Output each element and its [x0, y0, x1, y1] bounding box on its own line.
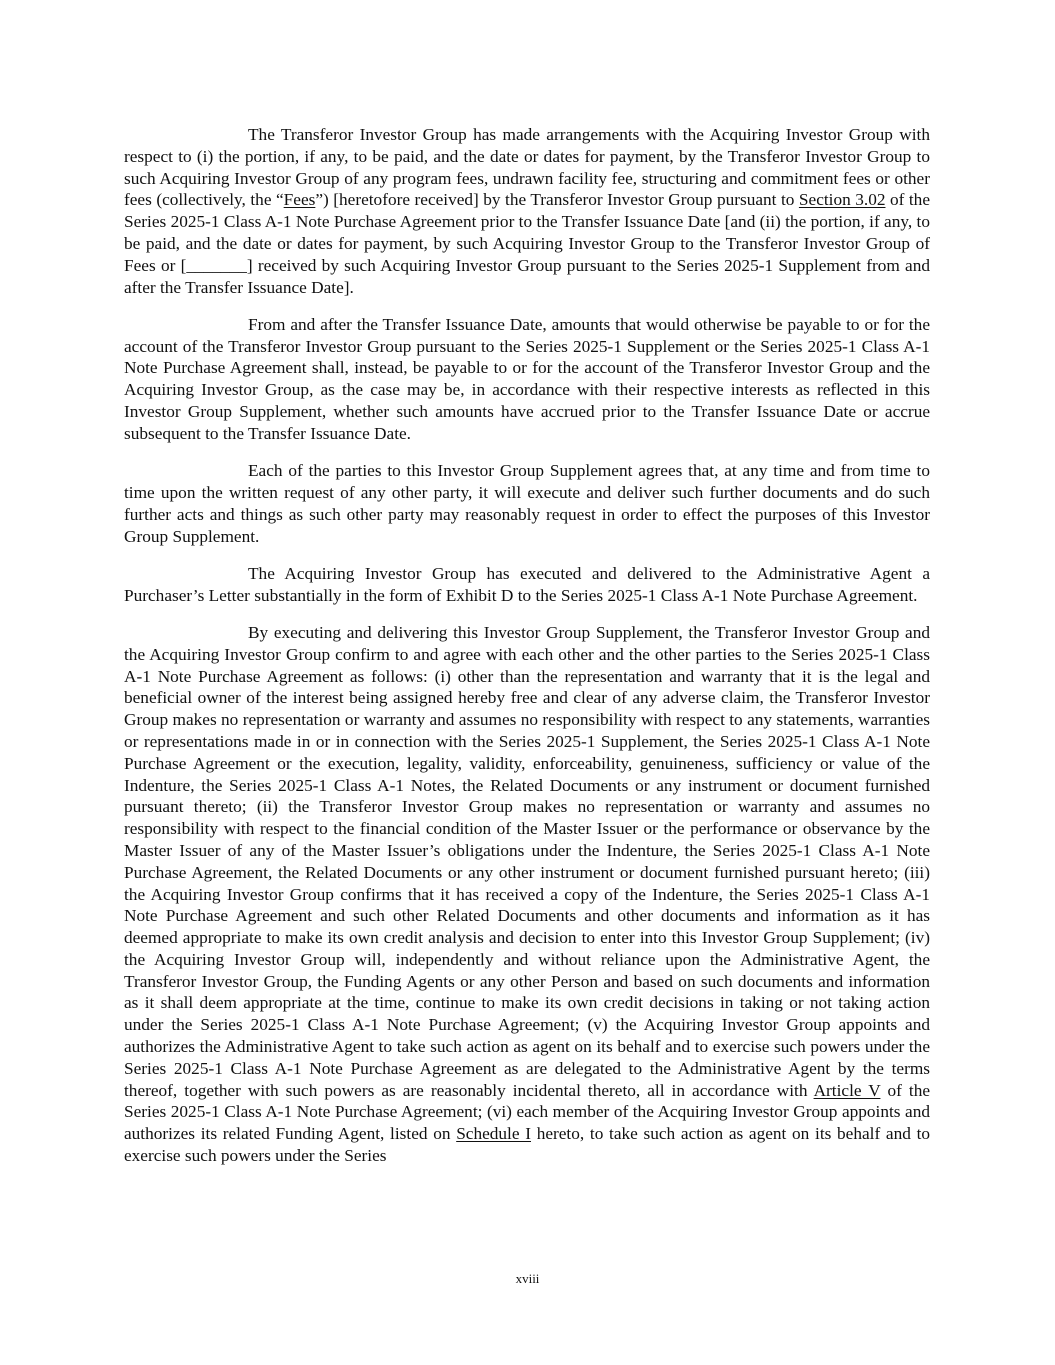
- document-body: [124, 124, 930, 1182]
- paragraph-text: The Transferor Investor Group has made arrangements with the Acquiring Investor Group with respect to (i) the portion, if any, to be paid, and the date or dates for payment, by the Transferor Investor Group to such Acquiring Investor Group of any program fees, undrawn facility fee, structuring and commitment fees or other fees (collectively, the “: [124, 125, 930, 210]
- schedule-reference: Schedule I: [456, 1124, 531, 1144]
- paragraph-text: hereto, to take such action as agent on its behalf and to exercise such powers under the Series: [124, 1124, 931, 1166]
- paragraph-further-assurances: [124, 460, 930, 547]
- blank-line: _______: [186, 255, 247, 275]
- paragraph-confirmations: [124, 622, 930, 1167]
- paragraph-text: ] received by such Acquiring Investor Group pursuant to the Series 2025-1 Supplement from and after the Transfer Issuance Date].: [124, 255, 931, 297]
- paragraph-payable-amounts: [124, 314, 930, 445]
- defined-term-fees: Fees: [283, 190, 316, 210]
- paragraph-fees-arrangement: [124, 124, 930, 298]
- paragraph-text: Each of the parties to this Investor Group Supplement agrees that, at any time and from time to time upon the written request of any other party, it will execute and deliver such further documents and do such further acts and things as such other party may reasonably request in order to effect the purposes of this Investor Group Supplement.: [124, 461, 930, 546]
- paragraph-purchasers-letter: [124, 563, 930, 607]
- paragraph-text: ”) [heretofore received] by the Transferor Investor Group pursuant to: [315, 190, 799, 210]
- paragraph-text: From and after the Transfer Issuance Date, amounts that would otherwise be payable to or for the account of the Transferor Investor Group pursuant to the Series 2025-1 Supplement or the Series 2025-1 Class A-1 Note Purchase Agreement shall, instead, be payable to or for the account of the Transferor Investor Group and the Acquiring Investor Group, as the case may be, in accordance with their respective interests as reflected in this Investor Group Supplement, whether such amounts have accrued prior to the Transfer Issuance Date or accrue subsequent to the Transfer Issuance Date.: [124, 314, 930, 443]
- article-reference: Article V: [813, 1080, 881, 1100]
- paragraph-text: By executing and delivering this Investor Group Supplement, the Transferor Investor Group and the Acquiring Investor Group confirm to and agree with each other and the other parties to the Series 2025-1 Class A-1 Note Purchase Agreement as follows: (i) other than the representation and warranty that it is the legal and beneficial owner of the interest being assigned hereby free and clear of any adverse claim, the Transferor Investor Group makes no representation or warranty and assumes no responsibility with respect to any statements, warranties or representations made in or in connection with the Series 2025-1 Supplement, the Series 2025-1 Class A-1 Note Purchase Agreement or the execution, legality, validity, enforceability, genuineness, sufficiency or value of the Indenture, the Series 2025-1 Class A-1 Notes, the Related Documents or any instrument or document furnished pursuant thereto; (ii) the Transferor Investor Group makes no representation or warranty and assumes no responsibility with respect to the financial condition of the Master Issuer or the performance or observance by the Master Issuer of any of the Master Issuer’s obligations under the Indenture, the Series 2025-1 Class A-1 Note Purchase Agreement, the Related Documents or any other instrument or document furnished pursuant hereto; (iii) the Acquiring Investor Group confirms that it has received a copy of the Indenture, the Series 2025-1 Class A-1 Note Purchase Agreement and such other Related Documents and other documents and information as it has deemed appropriate to make its own credit analysis and decision to enter into this Investor Group Supplement; (iv) the Acquiring Investor Group will, independently and without reliance upon the Administrative Agent, the Transferor Investor Group, the Funding Agents or any other Person and based on such documents and information as it shall deem appropriate at the time, continue to make its own credit decisions in taking or not taking action under the Series 2025-1 Class A-1 Note Purchase Agreement; (v) the Acquiring Investor Group appoints and authorizes the Administrative Agent to take such action as agent on its behalf and to exercise such powers under the Series 2025-1 Class A-1 Note Purchase Agreement as are delegated to the Administrative Agent by the terms thereof, together with such powers as are reasonably incidental thereto, all in accordance with: [124, 622, 930, 1100]
- section-reference: Section 3.02: [798, 190, 886, 210]
- paragraph-text: The Acquiring Investor Group has executed and delivered to the Administrative Agent a Purchaser’s Letter substantially in the form of Exhibit D to the Series 2025-1 Class A-1 Note Purchase Agreement.: [124, 563, 930, 605]
- paragraph-text: of the Series 2025-1 Class A-1 Note Purchase Agreement; (vi) each member of the Acquiring Investor Group appoints and authorizes its related Funding Agent, listed on: [124, 1080, 931, 1144]
- paragraph-text: of the Series 2025-1 Class A-1 Note Purchase Agreement prior to the Transfer Issuance Date [and (ii) the portion, if any, to be paid, and the date or dates for payment, by such Acquiring Investor Group to the Transferor Investor Group of Fees or [: [124, 190, 930, 275]
- page-number: xviii: [515, 1271, 540, 1286]
